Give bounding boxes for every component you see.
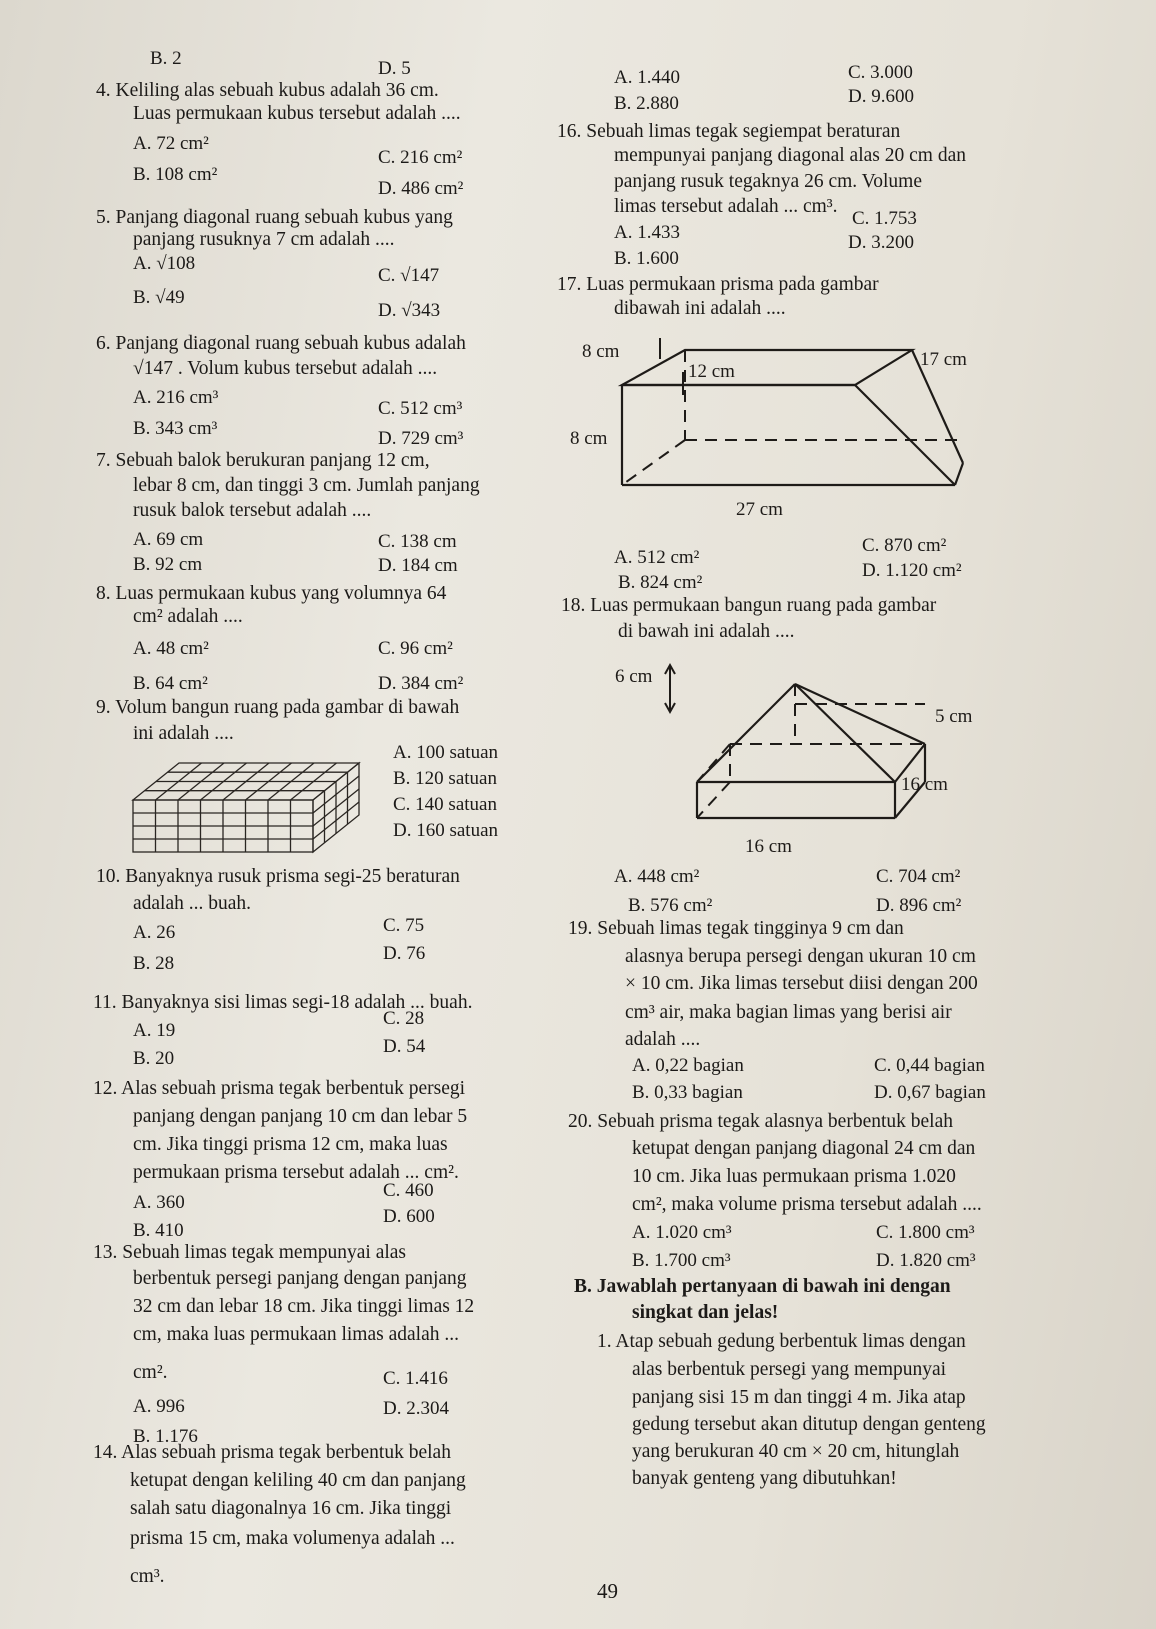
q18-line-2: di bawah ini adalah .... bbox=[618, 621, 795, 642]
q19-option-a: A. 0,22 bagian bbox=[632, 1055, 744, 1076]
q8-option-c: C. 96 cm² bbox=[378, 638, 453, 659]
q4-option-c: C. 216 cm² bbox=[378, 147, 463, 168]
q12-option-a: A. 360 bbox=[133, 1192, 185, 1213]
q8-option-a: A. 48 cm² bbox=[133, 638, 209, 659]
option-a: A. 1.440 bbox=[614, 67, 680, 88]
q19-option-c: C. 0,44 bagian bbox=[874, 1055, 985, 1076]
q19-line-3: × 10 cm. Jika limas tersebut diisi dengan 200 bbox=[625, 973, 978, 994]
q14-line-2: ketupat dengan keliling 40 cm dan panjang bbox=[130, 1470, 466, 1491]
q10-option-d: D. 76 bbox=[383, 943, 426, 964]
q9-option-d: D. 160 satuan bbox=[393, 820, 499, 841]
q7-option-a: A. 69 cm bbox=[133, 529, 204, 550]
q12-line-2: panjang dengan panjang 10 cm dan lebar 5 bbox=[133, 1106, 468, 1127]
q13-option-b: B. 1.176 bbox=[133, 1426, 198, 1447]
q19-line-4: cm³ air, maka bagian limas yang berisi air bbox=[625, 1002, 952, 1023]
q8-line-2: cm² adalah .... bbox=[133, 606, 243, 627]
q4-line-2: Luas permukaan kubus tersebut adalah .... bbox=[133, 103, 461, 124]
option-c: C. 3.000 bbox=[848, 62, 913, 83]
q9-option-c: C. 140 satuan bbox=[393, 794, 497, 815]
q20-line-3: 10 cm. Jika luas permukaan prisma 1.020 bbox=[632, 1166, 956, 1187]
q19-option-b: B. 0,33 bagian bbox=[632, 1082, 743, 1103]
q12-line-4: permukaan prisma tersebut adalah ... cm². bbox=[133, 1162, 459, 1183]
q5-option-d: D. √343 bbox=[378, 300, 441, 321]
q8-option-b: B. 64 cm² bbox=[133, 673, 208, 694]
page-number: 49 bbox=[597, 1579, 618, 1603]
q20-option-d: D. 1.820 cm³ bbox=[876, 1250, 976, 1271]
q12-option-b: B. 410 bbox=[133, 1220, 184, 1241]
option-d: D. 5 bbox=[378, 58, 411, 79]
q20-line-1: 20. Sebuah prisma tegak alasnya berbentuk belah bbox=[568, 1111, 954, 1132]
q10-option-c: C. 75 bbox=[383, 915, 425, 936]
q13-line-4: cm, maka luas permukaan limas adalah ... bbox=[133, 1324, 459, 1345]
option-d: D. 9.600 bbox=[848, 86, 914, 107]
q13-line-2: berbentuk persegi panjang dengan panjang bbox=[133, 1268, 467, 1289]
q18-option-b: B. 576 cm² bbox=[628, 895, 713, 916]
q17-option-a: A. 512 cm² bbox=[614, 547, 700, 568]
essay-1-line-2: alas berbentuk persegi yang mempunyai bbox=[632, 1359, 947, 1380]
q14-line-4: prisma 15 cm, maka volumenya adalah ... bbox=[130, 1528, 455, 1549]
q13-line-5: cm². bbox=[133, 1362, 168, 1383]
q13-line-1: 13. Sebuah limas tegak mempunyai alas bbox=[93, 1242, 407, 1263]
q11-option-b: B. 20 bbox=[133, 1048, 175, 1069]
q17-option-b: B. 824 cm² bbox=[618, 572, 703, 593]
q9-line-1: 9. Volum bangun ruang pada gambar di bawah bbox=[96, 697, 460, 718]
q11-option-c: C. 28 bbox=[383, 1008, 425, 1029]
q17-label-bottom: 27 cm bbox=[736, 499, 783, 520]
essay-1-line-1: 1. Atap sebuah gedung berbentuk limas dengan bbox=[597, 1331, 966, 1352]
q11-option-d: D. 54 bbox=[383, 1036, 426, 1057]
q14-line-5: cm³. bbox=[130, 1566, 165, 1587]
q16-line-3: panjang rusuk tegaknya 26 cm. Volume bbox=[614, 171, 922, 192]
q19-line-2: alasnya berupa persegi dengan ukuran 10 cm bbox=[625, 946, 976, 967]
cuboid-unit-cubes-figure bbox=[130, 755, 380, 855]
essay-1-line-6: banyak genteng yang dibutuhkan! bbox=[632, 1468, 897, 1489]
q7-option-b: B. 92 cm bbox=[133, 554, 203, 575]
q4-option-b: B. 108 cm² bbox=[133, 164, 218, 185]
q20-option-c: C. 1.800 cm³ bbox=[876, 1222, 975, 1243]
q17-label-side: 8 cm bbox=[570, 428, 608, 449]
q20-line-2: ketupat dengan panjang diagonal 24 cm dan bbox=[632, 1138, 976, 1159]
q9-line-2: ini adalah .... bbox=[133, 723, 234, 744]
q10-line-2: adalah ... buah. bbox=[133, 893, 252, 914]
q14-line-1: 14. Alas sebuah prisma tegak berbentuk belah bbox=[93, 1442, 451, 1463]
q5-line-1: 5. Panjang diagonal ruang sebuah kubus yang bbox=[96, 207, 453, 228]
q10-option-b: B. 28 bbox=[133, 953, 175, 974]
q13-option-c: C. 1.416 bbox=[383, 1368, 448, 1389]
q18-option-d: D. 896 cm² bbox=[876, 895, 962, 916]
option-b: B. 2.880 bbox=[614, 93, 679, 114]
q17-prism-figure bbox=[560, 335, 1000, 525]
q12-line-1: 12. Alas sebuah prisma tegak berbentuk persegi bbox=[93, 1078, 466, 1099]
q7-line-2: lebar 8 cm, dan tinggi 3 cm. Jumlah panjang bbox=[133, 475, 480, 496]
q13-option-d: D. 2.304 bbox=[383, 1398, 449, 1419]
essay-1-line-4: gedung tersebut akan ditutup dengan genteng bbox=[632, 1414, 986, 1435]
q18-composite-solid-figure bbox=[615, 660, 995, 860]
q20-option-b: B. 1.700 cm³ bbox=[632, 1250, 731, 1271]
q6-option-c: C. 512 cm³ bbox=[378, 398, 463, 419]
q14-line-3: salah satu diagonalnya 16 cm. Jika tinggi bbox=[130, 1498, 452, 1519]
q19-line-1: 19. Sebuah limas tegak tingginya 9 cm dan bbox=[568, 918, 904, 939]
q16-option-b: B. 1.600 bbox=[614, 248, 679, 269]
q18-label-depth: 16 cm bbox=[901, 774, 948, 795]
q17-label-top-mid: 12 cm bbox=[688, 361, 735, 382]
q4-line-1: 4. Keliling alas sebuah kubus adalah 36 cm. bbox=[96, 80, 439, 101]
q4-option-a: A. 72 cm² bbox=[133, 133, 209, 154]
q16-option-d: D. 3.200 bbox=[848, 232, 914, 253]
q12-option-c: C. 460 bbox=[383, 1180, 434, 1201]
q12-option-d: D. 600 bbox=[383, 1206, 435, 1227]
q5-option-c: C. √147 bbox=[378, 265, 440, 286]
q5-line-2: panjang rusuknya 7 cm adalah .... bbox=[133, 229, 395, 250]
q5-option-b: B. √49 bbox=[133, 287, 185, 308]
q6-option-b: B. 343 cm³ bbox=[133, 418, 218, 439]
q16-line-1: 16. Sebuah limas tegak segiempat beraturan bbox=[557, 121, 901, 142]
q19-line-5: adalah .... bbox=[625, 1029, 701, 1050]
q6-line-2: √147 . Volum kubus tersebut adalah .... bbox=[133, 358, 438, 379]
q17-label-top-right: 17 cm bbox=[920, 349, 967, 370]
q16-line-4: limas tersebut adalah ... cm³. bbox=[614, 196, 838, 217]
q13-line-3: 32 cm dan lebar 18 cm. Jika tinggi limas 12 bbox=[133, 1296, 475, 1317]
q8-line-1: 8. Luas permukaan kubus yang volumnya 64 bbox=[96, 583, 447, 604]
q6-option-a: A. 216 cm³ bbox=[133, 387, 219, 408]
q19-option-d: D. 0,67 bagian bbox=[874, 1082, 986, 1103]
q7-option-c: C. 138 cm bbox=[378, 531, 457, 552]
q18-line-1: 18. Luas permukaan bangun ruang pada gambar bbox=[561, 595, 937, 616]
q9-option-b: B. 120 satuan bbox=[393, 768, 497, 789]
q20-option-a: A. 1.020 cm³ bbox=[632, 1222, 732, 1243]
essay-1-line-5: yang berukuran 40 cm × 20 cm, hitunglah bbox=[632, 1441, 960, 1462]
q5-option-a: A. √108 bbox=[133, 253, 196, 274]
q17-line-1: 17. Luas permukaan prisma pada gambar bbox=[557, 274, 879, 295]
q16-line-2: mempunyai panjang diagonal alas 20 cm dan bbox=[614, 145, 966, 166]
q17-line-2: dibawah ini adalah .... bbox=[614, 298, 786, 319]
q16-option-c: C. 1.753 bbox=[852, 208, 917, 229]
q18-label-height: 6 cm bbox=[615, 666, 653, 687]
essay-1-line-3: panjang sisi 15 m dan tinggi 4 m. Jika atap bbox=[632, 1387, 966, 1408]
q6-option-d: D. 729 cm³ bbox=[378, 428, 464, 449]
q8-option-d: D. 384 cm² bbox=[378, 673, 464, 694]
q20-line-4: cm², maka volume prisma tersebut adalah .... bbox=[632, 1194, 982, 1215]
q7-option-d: D. 184 cm bbox=[378, 555, 458, 576]
q7-line-1: 7. Sebuah balok berukuran panjang 12 cm, bbox=[96, 450, 430, 471]
q16-option-a: A. 1.433 bbox=[614, 222, 680, 243]
q18-label-slant: 5 cm bbox=[935, 706, 973, 727]
q13-option-a: A. 996 bbox=[133, 1396, 185, 1417]
q10-line-1: 10. Banyaknya rusuk prisma segi-25 beraturan bbox=[96, 866, 460, 887]
section-b-heading-2: singkat dan jelas! bbox=[632, 1302, 779, 1323]
q4-option-d: D. 486 cm² bbox=[378, 178, 464, 199]
q7-line-3: rusuk balok tersebut adalah .... bbox=[133, 500, 372, 521]
q17-label-top-left: 8 cm bbox=[582, 341, 620, 362]
q12-line-3: cm. Jika tinggi prisma 12 cm, maka luas bbox=[133, 1134, 448, 1155]
q10-option-a: A. 26 bbox=[133, 922, 176, 943]
section-b-heading: B. Jawablah pertanyaan di bawah ini dengan bbox=[574, 1276, 951, 1297]
q11-option-a: A. 19 bbox=[133, 1020, 176, 1041]
q6-line-1: 6. Panjang diagonal ruang sebuah kubus adalah bbox=[96, 333, 466, 354]
q17-option-d: D. 1.120 cm² bbox=[862, 560, 962, 581]
q17-option-c: C. 870 cm² bbox=[862, 535, 947, 556]
q9-option-a: A. 100 satuan bbox=[393, 742, 499, 763]
q18-label-bottom: 16 cm bbox=[745, 836, 792, 857]
option-b: B. 2 bbox=[150, 48, 182, 69]
q18-option-c: C. 704 cm² bbox=[876, 866, 961, 887]
q11-line-1: 11. Banyaknya sisi limas segi-18 adalah ... buah. bbox=[93, 992, 473, 1013]
q18-option-a: A. 448 cm² bbox=[614, 866, 700, 887]
